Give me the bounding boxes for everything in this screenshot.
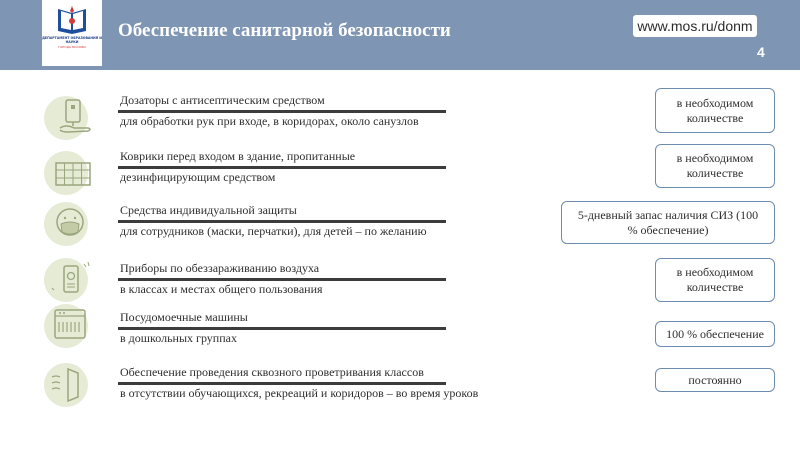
air-purifier-icon	[44, 258, 96, 302]
item-description: дезинфицирующим средством	[120, 170, 276, 184]
item-title: Дозаторы с антисептическим средством	[120, 93, 325, 107]
page-number: 4	[757, 44, 765, 60]
face-mask-icon	[44, 202, 96, 246]
item-underline	[118, 220, 446, 223]
hand-sanitizer-dispenser-icon	[44, 96, 96, 140]
item-description: для обработки рук при входе, в коридорах, около санузлов	[120, 114, 419, 128]
page-title: Обеспечение санитарной безопасности	[118, 20, 451, 41]
status-badge: постоянно	[655, 368, 775, 392]
item-underline	[118, 382, 446, 385]
disinfectant-mat-icon	[44, 151, 96, 195]
item-title: Приборы по обеззараживанию воздуха	[120, 261, 320, 275]
department-logo[interactable]	[42, 0, 102, 66]
book-emblem-icon	[55, 5, 89, 35]
status-badge: в необходимом количестве	[655, 258, 775, 302]
item-title: Средства индивидуальной защиты	[120, 203, 297, 217]
ventilation-window-icon	[44, 363, 96, 407]
status-badge: 100 % обеспечение	[655, 321, 775, 347]
item-title: Коврики перед входом в здание, пропитанные	[120, 149, 356, 163]
item-underline	[118, 166, 446, 169]
status-badge: в необходимом количестве	[655, 88, 775, 133]
item-underline	[118, 327, 446, 330]
status-badge: в необходимом количестве	[655, 144, 775, 188]
item-title: Обеспечение проведения сквозного проветривания классов	[120, 365, 424, 379]
item-description: в дошкольных группах	[120, 331, 237, 345]
dishwasher-icon	[44, 304, 96, 348]
item-title: Посудомоечные машины	[120, 310, 248, 324]
logo-subtext: ГОРОДА МОСКВЫ	[58, 45, 86, 50]
logo-text: ДЕПАРТАМЕНТ ОБРАЗОВАНИЯ И НАУКИ	[42, 36, 102, 44]
status-badge: 5-дневный запас наличия СИЗ (100 % обеспечение)	[561, 201, 775, 244]
item-underline	[118, 278, 446, 281]
item-description: для сотрудников (маски, перчатки), для детей – по желанию	[120, 224, 427, 238]
header-bar	[0, 0, 800, 70]
item-underline	[118, 110, 446, 113]
url-badge[interactable]: www.mos.ru/donm	[633, 15, 757, 37]
item-description: в классах и местах общего пользования	[120, 282, 323, 296]
item-description: в отсутствии обучающихся, рекреаций и коридоров – во время уроков	[120, 386, 479, 400]
